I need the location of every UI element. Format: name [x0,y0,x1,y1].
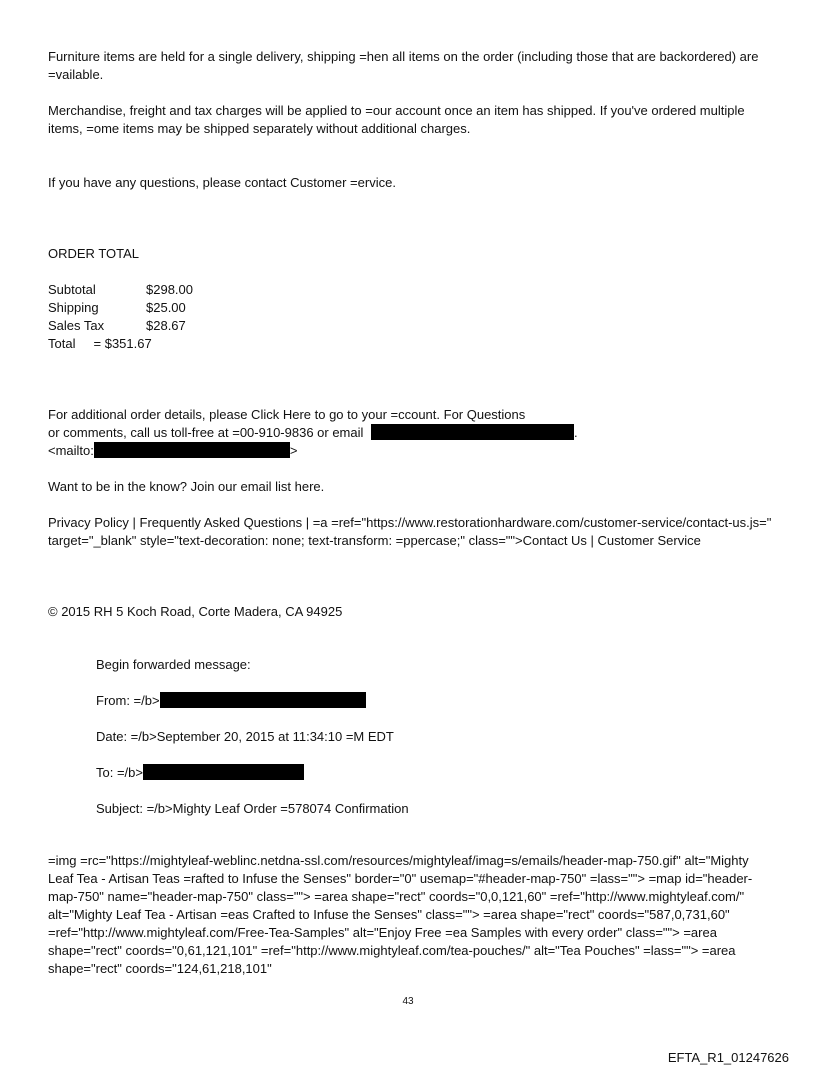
shipping-value: $25.00 [146,300,186,315]
redacted-email [371,424,574,440]
forwarded-date: Date: =/b>September 20, 2015 at 11:34:10 =M EDT [96,729,394,744]
mailto-suffix: > [289,443,298,458]
forwarded-to [96,764,304,782]
subtotal-label: Subtotal [48,282,96,297]
questions-line: If you have any questions, please contact Customer =ervice. [48,175,396,190]
contact-line-2-text: or comments, call us toll-free at =00-910-9836 or email [48,425,364,440]
sales-tax-value: $28.67 [146,318,186,333]
newsletter-line: Want to be in the know? Join our email list here. [48,479,325,494]
charges-paragraph: Merchandise, freight and tax charges will be applied to =our account once an item has shipped. If you've ordered multiple items, =ome items may be shipped separately without additional charges. [48,103,745,136]
total-line: Total = $351.67 [48,336,152,351]
forwarded-intro: Begin forwarded message: [96,657,251,672]
to-label: To: =/b> [96,765,143,780]
sales-tax-label: Sales Tax [48,318,105,333]
mailto-prefix: <mailto: [48,443,94,458]
from-label: From: =/b> [96,693,160,708]
subtotal-value: $298.00 [146,282,193,297]
redacted-mailto [94,442,290,458]
page-number: 43 [402,996,414,1007]
redacted-from [160,692,366,708]
furniture-paragraph: Furniture items are held for a single delivery, shipping =hen all items on the order (including those that are backordered) are =vailable. [48,49,759,82]
contact-line-1: For additional order details, please Click Here to go to your =ccount. For Questions [48,407,526,422]
order-total-heading: ORDER TOTAL [48,246,140,261]
contact-line-2 [48,424,578,442]
shipping-label: Shipping [48,300,99,315]
contact-line-2-end: . [574,425,578,440]
document-id: EFTA_R1_01247626 [667,1050,789,1065]
html-source-paragraph: =img =rc="https://mightyleaf-weblinc.netdna-ssl.com/resources/mightyleaf/imag=s/emails/header-map-750.gif" alt="Mighty Leaf Tea - Artisan Teas =rafted to Infuse the Senses" border="0" usemap="#header-map-750" =lass=""> =map id="header-map-750" name="header-map-750" class=""> =area shape="rect" coords="0,0,121,60" =ref="http://www.mightyleaf.com/" alt="Mighty Leaf Tea - Artisan =eas Crafted to Infuse the Senses" class=""> =area shape="rect" coords="587,0,731,60" =ref="http://www.mightyleaf.com/Free-Tea-Samples" alt="Enjoy Free =ea Samples with every order" class=""> =area shape="rect" coords="0,61,121,101" =ref="http://www.mightyleaf.com/tea-pouches/" alt="Tea Pouches" =lass=""> =area shape="rect" coords="124,61,218,101" [48,853,753,976]
forwarded-from [96,692,366,710]
redacted-to [143,764,304,780]
copyright-line: © 2015 RH 5 Koch Road, Corte Madera, CA 94925 [48,604,343,619]
links-paragraph: Privacy Policy | Frequently Asked Questions | =a =ref="https://www.restorationhardware.com/customer-service/contact-us.js=" target="_blank" style="text-decoration: none; text-transform: =ppercase;" class="">Contact Us | Customer Service [48,515,772,548]
contact-line-3 [48,442,297,460]
forwarded-subject: Subject: =/b>Mighty Leaf Order =578074 Confirmation [96,801,409,816]
